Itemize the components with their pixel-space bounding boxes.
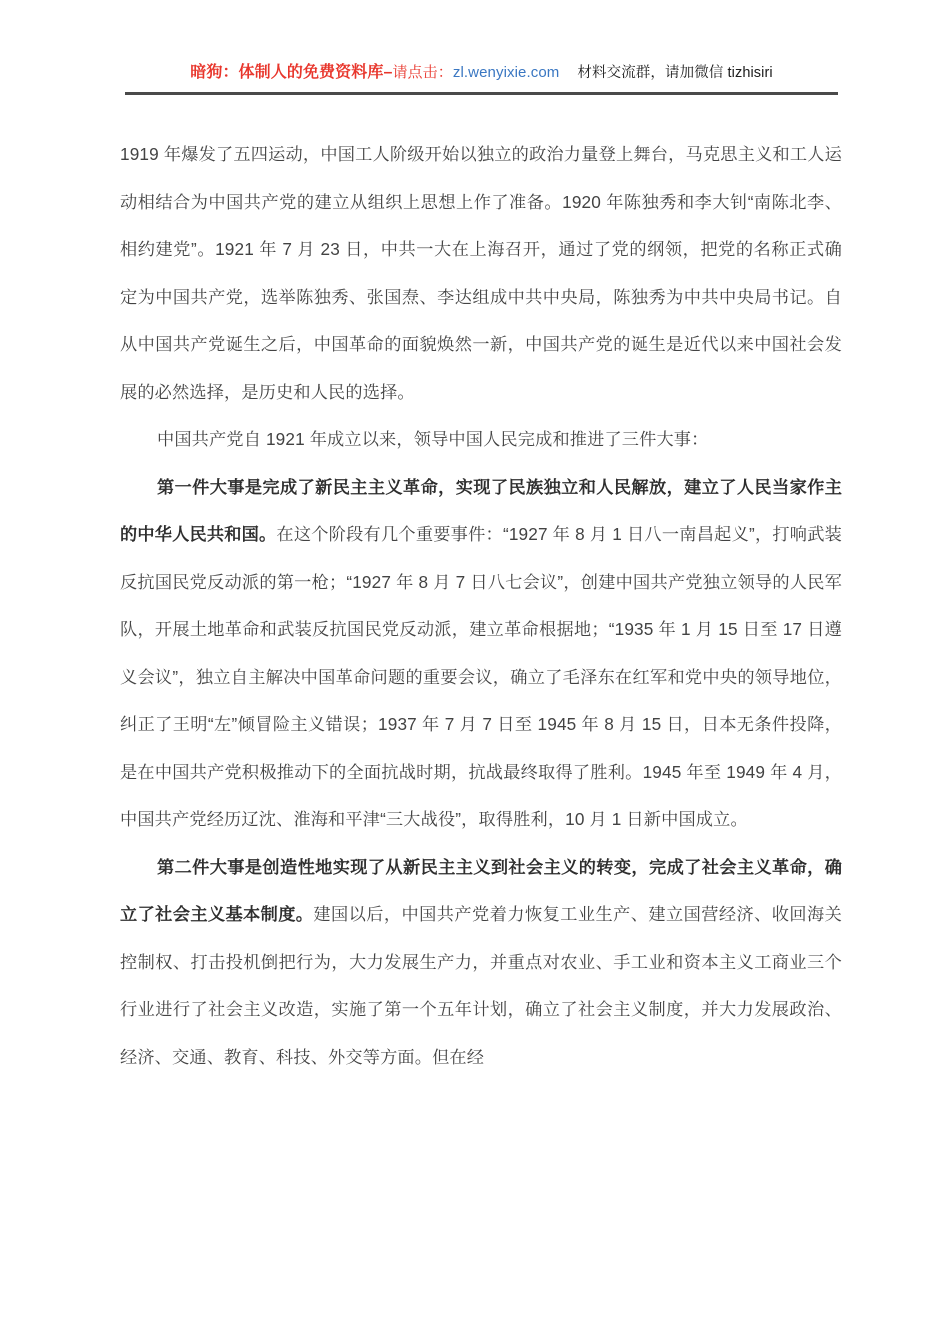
paragraph-p4-bold-run-0: 第二件大事是创造性地实现了从新民主主义到社会主义的转变，完成了社会主义革命，确立了社会主义基本制度。 bbox=[120, 856, 842, 924]
paragraph-p2-run-0: 中国共产党自 1921 年成立以来，领导中国人民完成和推进了三件大事： bbox=[157, 429, 709, 449]
paragraph-p2 bbox=[120, 416, 842, 464]
paragraph-p4 bbox=[120, 844, 842, 1082]
paragraph-p3-run-1: 在这个阶段有几个重要事件：“1927 年 8 月 1 日八一南昌起义”，打响武装反抗国民党反动派的第一枪；“1927 年 8 月 7 日八七会议”，创建中国共产党独立领导的人民军队，开展土地革命和武装反抗国民党反动派，建立革命根据地；“1935 年 1 月 15 日至 17 日遵义会议”，独立自主解决中国革命问题的重要会议，确立了毛泽东在红军和党中央的领导地位，纠正了王明“左”倾冒险主义错误；1937 年 7 月 7 日至 1945 年 8 月 15 日，日本无条件投降，是在中国共产党积极推动下的全面抗战时期，抗战最终取得了胜利。1945 年至 1949 年 4 月，中国共产党经历辽沈、淮海和平津“三大战役”，取得胜利，10 月 1 日新中国成立。 bbox=[120, 524, 843, 829]
promo-click-label: 请点击： bbox=[392, 64, 453, 81]
paragraph-p1 bbox=[120, 131, 842, 416]
promo-site-link[interactable]: zl.wenyixie.com bbox=[452, 64, 560, 81]
header-divider-rule bbox=[125, 92, 838, 95]
promo-contact-text: 材料交流群，请加微信 tizhisiri bbox=[577, 65, 773, 81]
paragraph-p4-run-1: 建国以后，中国共产党着力恢复工业生产、建立国营经济、收回海关控制权、打击投机倒把行为，大力发展生产力，并重点对农业、手工业和资本主义工商业三个行业进行了社会主义改造，实施了第一个五年计划，确立了社会主义制度，并大力发展政治、经济、交通、教育、科技、外交等方面。但在经 bbox=[120, 904, 842, 1067]
promo-header-line bbox=[125, 60, 838, 86]
document-body bbox=[120, 131, 842, 1081]
promo-dash: – bbox=[383, 64, 393, 81]
promo-header-banner bbox=[125, 60, 838, 86]
paragraph-p3-bold-run-0: 第一件大事是完成了新民主主义革命，实现了民族独立和人民解放，建立了人民当家作主的中华人民共和国。 bbox=[120, 476, 842, 544]
paragraph-p1-run-0: 1919 年爆发了五四运动，中国工人阶级开始以独立的政治力量登上舞台，马克思主义和工人运动相结合为中国共产党的建立从组织上思想上作了准备。1920 年陈独秀和李大钊“南陈北李、相约建党”。1921 年 7 月 23 日，中共一大在上海召开，通过了党的纲领，把党的名称正式确定为中国共产党，选举陈独秀、张国焘、李达组成中共中央局，陈独秀为中共中央局书记。自从中国共产党诞生之后，中国革命的面貌焕然一新，中国共产党的诞生是近代以来中国社会发展的必然选择，是历史和人民的选择。 bbox=[120, 144, 842, 402]
promo-title: 暗狗：体制人的免费资料库 bbox=[190, 64, 384, 81]
paragraph-p3 bbox=[120, 464, 842, 844]
